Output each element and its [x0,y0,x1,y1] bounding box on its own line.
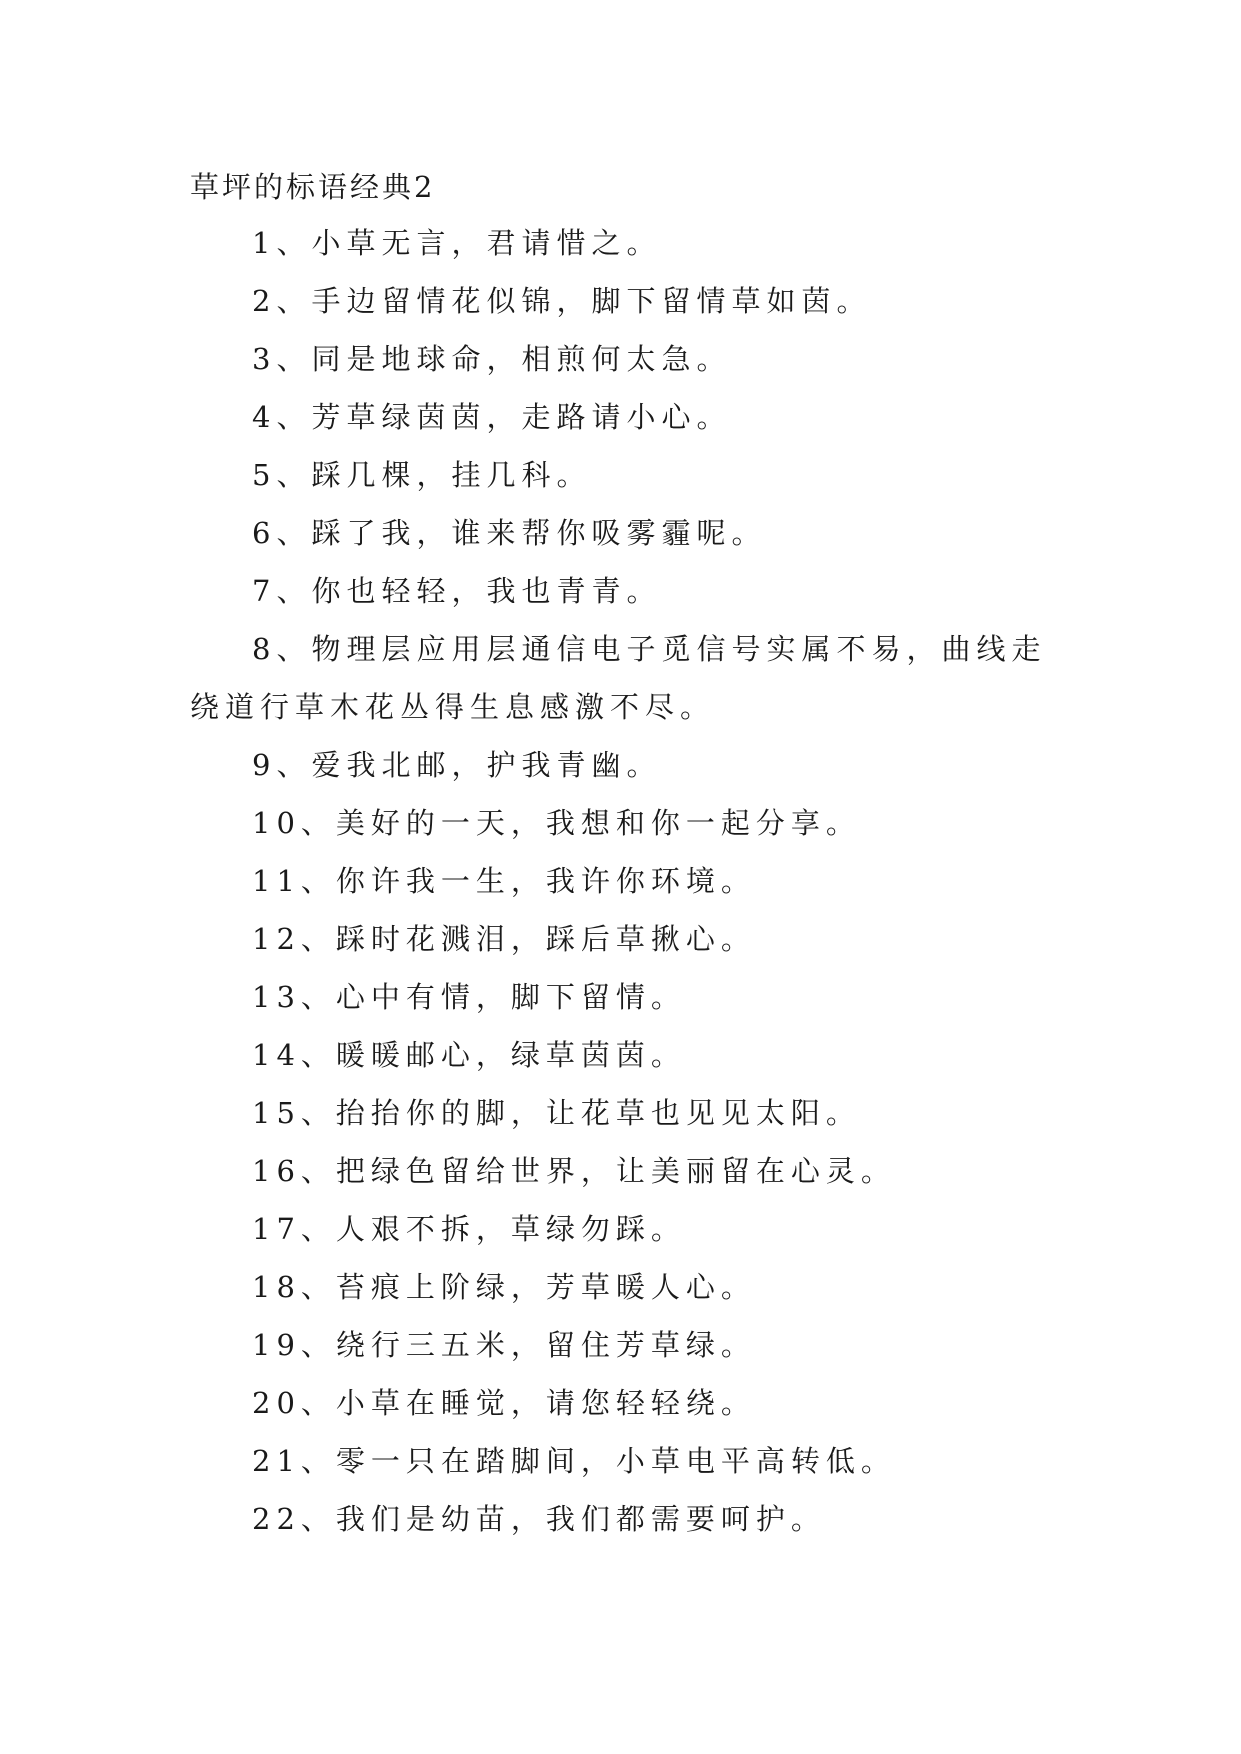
list-item: 22、我们是幼苗，我们都需要呵护。 [252,1502,826,1536]
list-item: 9、爱我北邮，护我青幽。 [252,748,662,782]
list-item: 2、手边留情花似锦，脚下留情草如茵。 [252,284,872,318]
list-item: 13、心中有情，脚下留情。 [252,980,686,1014]
document-body [190,160,1060,1548]
list-item: 18、苔痕上阶绿，芳草暖人心。 [252,1270,756,1304]
list-item: 20、小草在睡觉，请您轻轻绕。 [252,1386,756,1420]
list-item: 21、零一只在踏脚间，小草电平高转低。 [252,1444,896,1478]
list-item: 19、绕行三五米，留住芳草绿。 [252,1328,756,1362]
list-item: 11、你许我一生，我许你环境。 [252,864,756,898]
list-item: 4、芳草绿茵茵，走路请小心。 [252,400,732,434]
list-item: 5、踩几棵，挂几科。 [252,458,592,492]
list-item: 7、你也轻轻，我也青青。 [252,574,662,608]
list-item: 10、美好的一天，我想和你一起分享。 [252,806,861,840]
document-title: 草坪的标语经典2 [190,170,436,204]
list-item: 16、把绿色留给世界，让美丽留在心灵。 [252,1154,896,1188]
list-item: 12、踩时花溅泪，踩后草揪心。 [252,922,756,956]
list-item: 3、同是地球命，相煎何太急。 [252,342,732,376]
list-item: 1、小草无言，君请惜之。 [252,226,662,260]
list-item: 14、暖暖邮心，绿草茵茵。 [252,1038,686,1072]
list-item: 15、抬抬你的脚，让花草也见见太阳。 [252,1096,861,1130]
list-item: 6、踩了我，谁来帮你吸雾霾呢。 [252,516,767,550]
list-item: 17、人艰不拆，草绿勿踩。 [252,1212,686,1246]
list-item: 8、物理层应用层通信电子觅信号实属不易，曲线走绕道行草木花丛得生息感激不尽。 [190,632,1047,724]
